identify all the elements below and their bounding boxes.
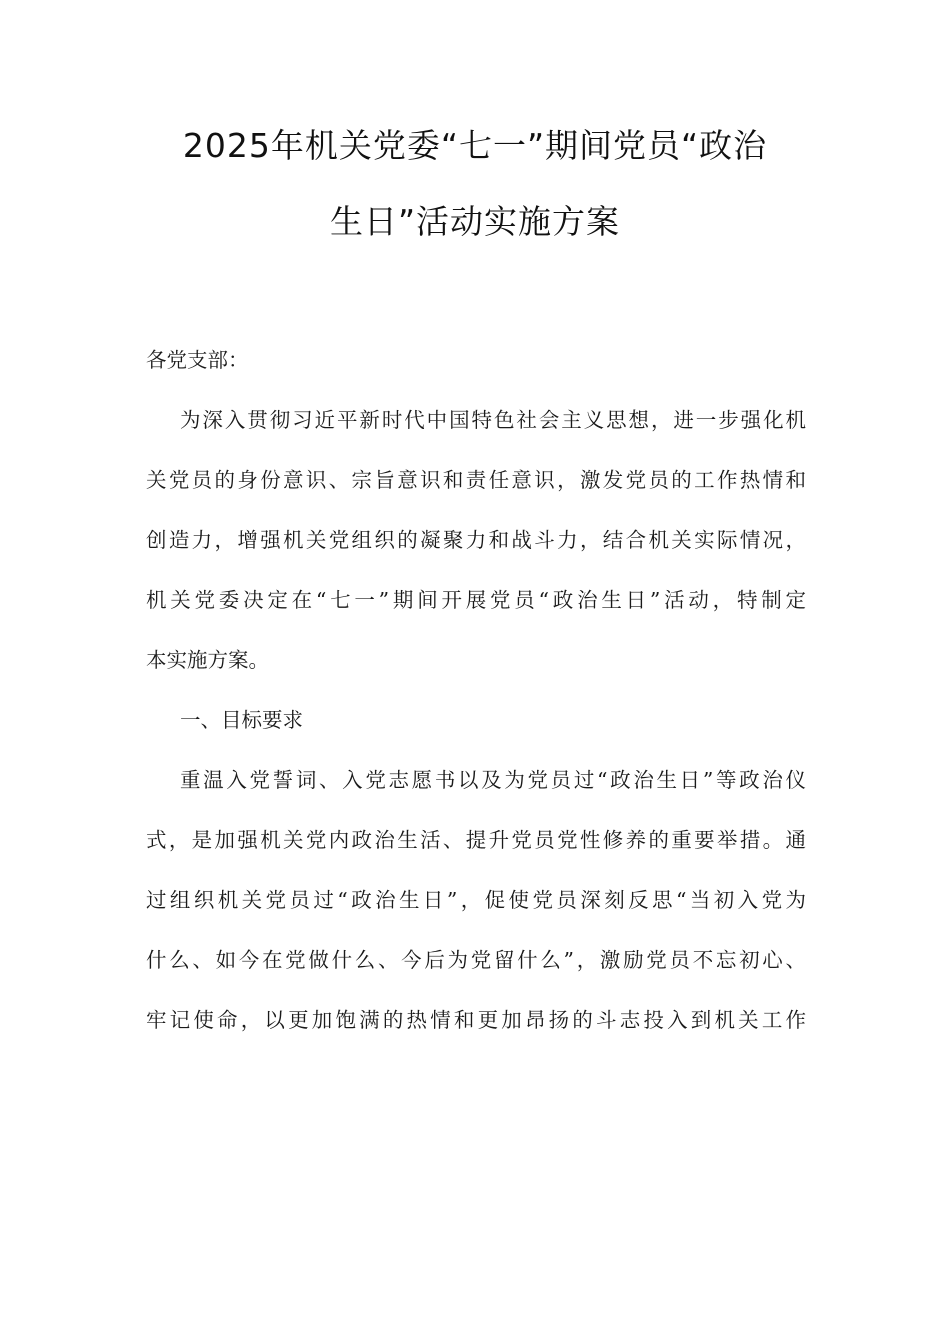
paragraph-1 (146, 390, 806, 690)
title-line-1: 2025年机关党委“七一”期间党员“政治 (182, 126, 768, 165)
paragraph-2-line: 什么、如今在党做什么、今后为党留什么”，激励党员不忘初心、 (146, 948, 806, 972)
paragraph-1-line: 本实施方案。 (146, 648, 269, 672)
document-body (146, 330, 806, 1050)
paragraph-1-line: 创造力，增强机关党组织的凝聚力和战斗力，结合机关实际情况， (146, 528, 806, 552)
document-title (120, 108, 830, 260)
paragraph-2-line: 过组织机关党员过“政治生日”，促使党员深刻反思“当初入党为 (146, 888, 806, 912)
section-heading-goals: 一、目标要求 (180, 708, 303, 732)
paragraph-1-line: 机关党委决定在“七一”期间开展党员“政治生日”活动，特制定 (146, 588, 806, 612)
salutation: 各党支部： (146, 348, 249, 372)
paragraph-1-line: 关党员的身份意识、宗旨意识和责任意识，激发党员的工作热情和 (146, 468, 806, 492)
paragraph-1-line: 为深入贯彻习近平新时代中国特色社会主义思想，进一步强化机 (180, 408, 806, 432)
paragraph-2 (146, 750, 806, 1050)
paragraph-2-line: 式，是加强机关党内政治生活、提升党员党性修养的重要举措。通 (146, 828, 806, 852)
paragraph-2-line: 牢记使命，以更加饱满的热情和更加昂扬的斗志投入到机关工作 (146, 1008, 806, 1032)
paragraph-2-line: 重温入党誓词、入党志愿书以及为党员过“政治生日”等政治仪 (180, 768, 806, 792)
title-line-2: 生日”活动实施方案 (329, 202, 621, 241)
